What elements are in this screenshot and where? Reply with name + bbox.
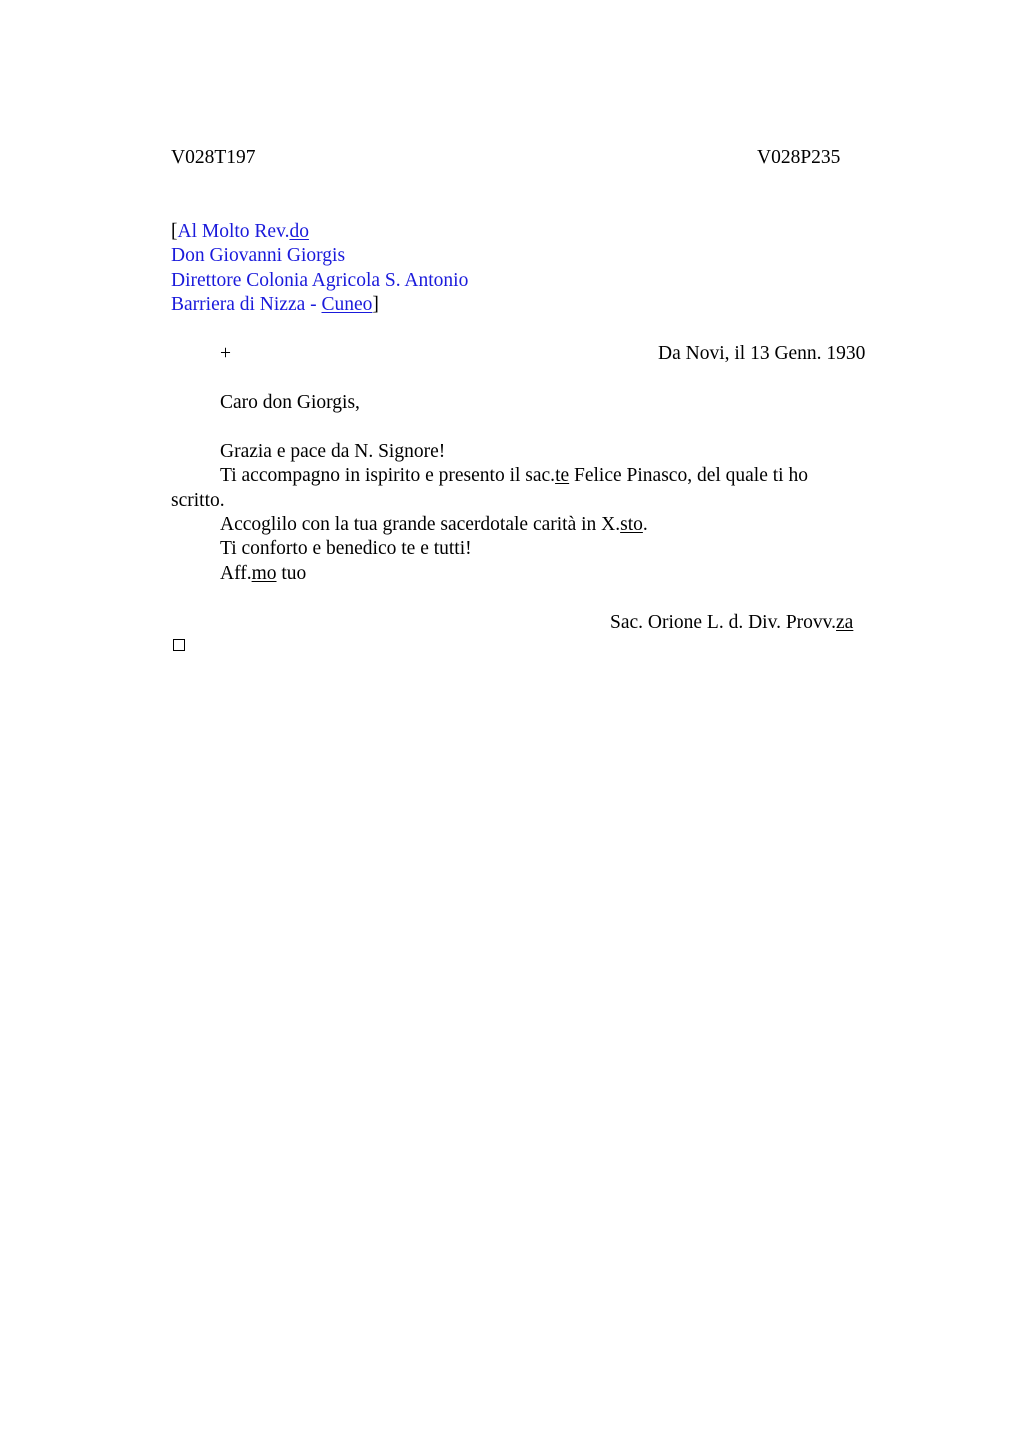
body-paragraph-2 [220, 513, 648, 537]
address-open-bracket: [ [171, 221, 178, 242]
body-paragraph-1-continuation: scritto. [171, 490, 225, 511]
body-text: Felice Pinasco, del quale ti ho [569, 465, 808, 486]
document-code-left: V028T197 [171, 147, 256, 168]
address-line-1 [171, 220, 309, 244]
body-abbrev: sto [620, 514, 643, 535]
document-code-right: V028P235 [757, 147, 841, 168]
address-close-bracket: ] [372, 294, 379, 315]
address-title: Al Molto Rev. [177, 221, 290, 242]
signature [610, 611, 853, 635]
salutation: Caro don Giorgis, [220, 392, 360, 413]
body-text: Accoglilo con la tua grande sacerdotale carità in X. [220, 514, 621, 535]
body-text: Ti accompagno in ispirito e presento il sac. [220, 465, 556, 486]
address-city: Cuneo [321, 294, 373, 315]
end-of-document-box-icon [173, 639, 185, 651]
body-paragraph-1 [220, 464, 808, 488]
letter-date: Da Novi, il 13 Genn. 1930 [658, 343, 866, 364]
body-text: . [642, 514, 648, 535]
body-abbrev: te [555, 465, 570, 486]
closing-abbrev: mo [251, 563, 277, 584]
signature-abbrev: za [836, 612, 854, 633]
address-title-abbrev: do [289, 221, 309, 242]
body-paragraph-3: Ti conforto e benedico te e tutti! [220, 538, 472, 559]
signature-text: Sac. Orione L. d. Div. Provv. [610, 612, 837, 633]
closing [220, 562, 306, 586]
greeting: Grazia e pace da N. Signore! [220, 441, 446, 462]
closing-text: tuo [276, 563, 307, 584]
address-line-3: Direttore Colonia Agricola S. Antonio [171, 270, 469, 291]
address-line-2: Don Giovanni Giorgis [171, 245, 346, 266]
closing-text: Aff. [220, 563, 252, 584]
address-line-4 [171, 293, 379, 317]
address-place: Barriera di Nizza - [171, 294, 322, 315]
cross-symbol: + [220, 343, 231, 364]
